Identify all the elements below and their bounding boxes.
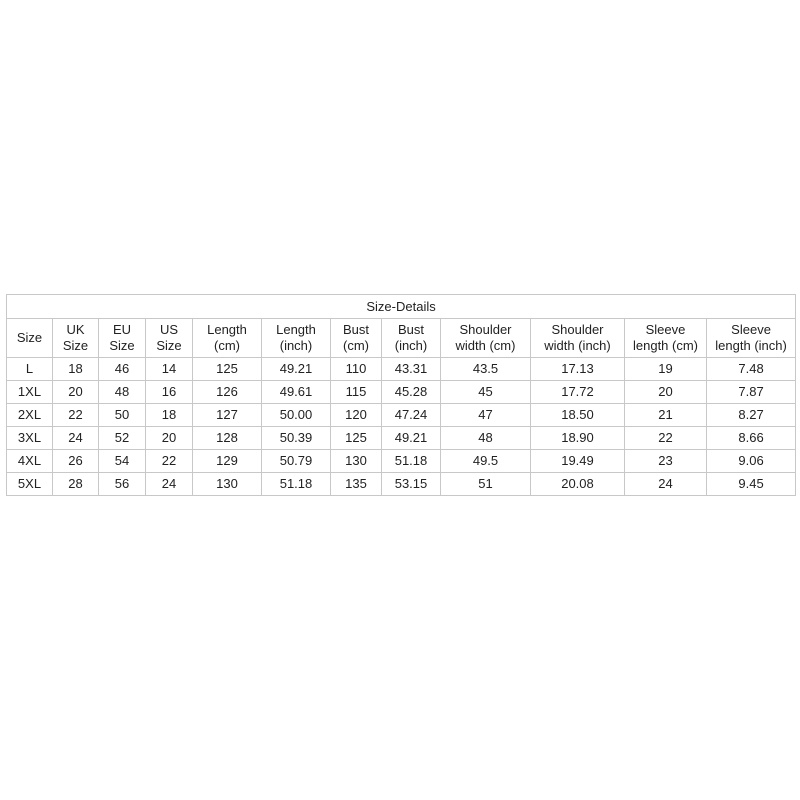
table-cell: 125 [193,358,262,381]
table-cell: 7.48 [707,358,796,381]
table-cell: 8.27 [707,404,796,427]
table-cell: 24 [625,473,707,496]
table-cell: 115 [331,381,382,404]
table-cell: 24 [146,473,193,496]
header-line: Shoulder [459,322,512,337]
header-line: Shoulder [551,322,604,337]
header-line: (cm) [214,338,240,353]
table-cell: 127 [193,404,262,427]
table-cell: 52 [99,427,146,450]
header-shoulder-width-inch [531,319,625,358]
table-cell: 20 [146,427,193,450]
table-title: Size-Details [7,295,796,319]
table-cell: 130 [331,450,382,473]
header-bust-inch [382,319,441,358]
table-cell: 46 [99,358,146,381]
title-row [7,295,796,319]
table-cell: 20 [625,381,707,404]
header-line: Sleeve [645,322,686,337]
table-cell: 4XL [7,450,53,473]
header-sleeve-length-cm [625,319,707,358]
header-line: (cm) [343,338,369,353]
table-cell: 18.50 [531,404,625,427]
header-line: Size [109,338,135,353]
table-cell: 8.66 [707,427,796,450]
table-cell: 45 [441,381,531,404]
header-line: UK [66,322,85,337]
table-row [7,358,796,381]
table-row [7,473,796,496]
table-cell: 56 [99,473,146,496]
table-cell: 53.15 [382,473,441,496]
table-cell: 18 [53,358,99,381]
table-cell: 48 [441,427,531,450]
table-cell: 129 [193,450,262,473]
table-row [7,450,796,473]
table-cell: 1XL [7,381,53,404]
table-cell: 7.87 [707,381,796,404]
header-line: Length [276,322,316,337]
table-cell: 126 [193,381,262,404]
table-cell: 22 [146,450,193,473]
header-line: EU [112,322,132,337]
header-line: length (cm) [632,338,699,353]
header-line: Size [16,330,43,345]
table-body [7,358,796,496]
header-size [7,319,53,358]
table-cell: 5XL [7,473,53,496]
table-cell: 19 [625,358,707,381]
header-line: (inch) [279,338,313,353]
table-cell: 130 [193,473,262,496]
table-cell: 2XL [7,404,53,427]
header-us-size [146,319,193,358]
table-cell: 19.49 [531,450,625,473]
header-bust-cm [331,319,382,358]
table-cell: 43.31 [382,358,441,381]
table-cell: 20 [53,381,99,404]
table-cell: 28 [53,473,99,496]
size-details-table [6,294,796,496]
table-cell: 23 [625,450,707,473]
table-cell: 51.18 [382,450,441,473]
table-cell: 49.5 [441,450,531,473]
table-cell: 22 [53,404,99,427]
table-cell: 120 [331,404,382,427]
header-uk-size [53,319,99,358]
table-cell: 43.5 [441,358,531,381]
table-cell: 49.21 [382,427,441,450]
table-cell: 17.13 [531,358,625,381]
table-cell: 16 [146,381,193,404]
table-cell: 18.90 [531,427,625,450]
table-cell: 125 [331,427,382,450]
table-cell: 50.39 [262,427,331,450]
table-cell: 9.06 [707,450,796,473]
table-cell: 26 [53,450,99,473]
header-line: Sleeve [731,322,771,337]
table-cell: 17.72 [531,381,625,404]
table-cell: 49.61 [262,381,331,404]
table-cell: 128 [193,427,262,450]
table-cell: 110 [331,358,382,381]
header-row [7,319,796,358]
table-row [7,427,796,450]
header-length-inch [262,319,331,358]
table-cell: 14 [146,358,193,381]
header-line: Size [156,338,182,353]
header-line: Bust [397,322,424,337]
table-cell: 45.28 [382,381,441,404]
table-cell: 22 [625,427,707,450]
table-cell: 50.79 [262,450,331,473]
table-row [7,404,796,427]
header-line: (inch) [394,338,428,353]
table-cell: 54 [99,450,146,473]
header-length-cm [193,319,262,358]
header-line: Size [62,338,89,353]
header-line: US [159,322,179,337]
header-line: width (inch) [544,338,611,353]
table-cell: 135 [331,473,382,496]
table-cell: 51 [441,473,531,496]
header-sleeve-length-inch [707,319,796,358]
table-cell: 51.18 [262,473,331,496]
header-shoulder-width-cm [441,319,531,358]
table-cell: 50.00 [262,404,331,427]
table-cell: 20.08 [531,473,625,496]
header-line: Bust [342,322,369,337]
table-cell: 18 [146,404,193,427]
table-cell: 9.45 [707,473,796,496]
header-line: Length [207,322,247,337]
table-cell: 24 [53,427,99,450]
table-cell: 3XL [7,427,53,450]
header-eu-size [99,319,146,358]
table-cell: 50 [99,404,146,427]
table-row [7,381,796,404]
table-cell: 47.24 [382,404,441,427]
table-cell: 48 [99,381,146,404]
table-cell: 21 [625,404,707,427]
table-cell: L [7,358,53,381]
header-line: length (inch) [715,338,787,353]
table-cell: 49.21 [262,358,331,381]
table-cell: 47 [441,404,531,427]
header-line: width (cm) [455,338,516,353]
